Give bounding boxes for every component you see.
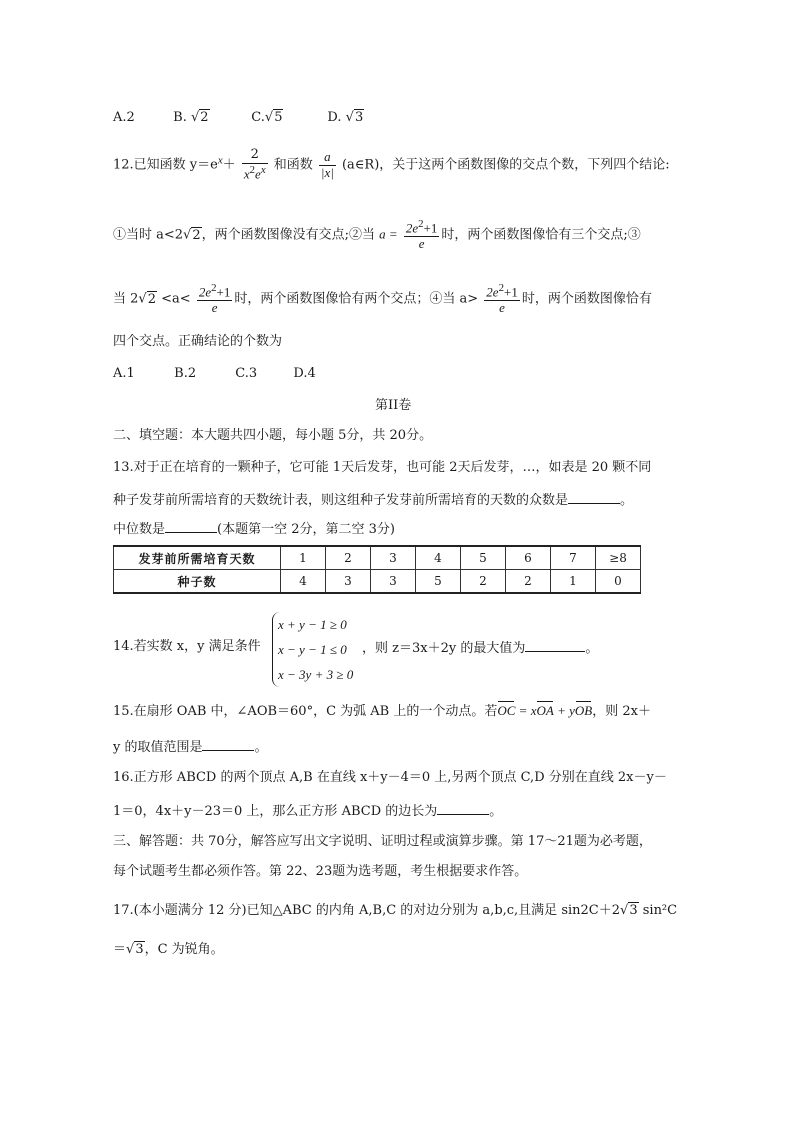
period: 。 (489, 804, 503, 819)
table-cell: 6 (506, 546, 551, 570)
plus-one: +1 (503, 284, 518, 300)
fraction (404, 218, 440, 252)
table-cell: 4 (281, 570, 326, 594)
plus-one: +1 (216, 284, 231, 300)
table-cell: 4 (416, 546, 461, 570)
q11-option-d: D. √3 (327, 110, 364, 125)
den-x: x (243, 166, 250, 182)
table-header-days: 发芽前所需培育天数 (114, 546, 281, 570)
q12-line-4: 四个交点。正确结论的个数为 (113, 334, 283, 349)
text: 时，两个函数图像恰有三个交点;③ (441, 227, 641, 243)
q16-line-2 (113, 802, 502, 820)
answer-blank[interactable] (165, 520, 217, 533)
q12-line-1 (113, 148, 670, 182)
q12-option-d: D.4 (293, 366, 316, 381)
numerator: 2 (242, 148, 268, 164)
q11-option-b: B. √2 (173, 110, 209, 125)
table-cell: 2 (506, 570, 551, 594)
table-cell: 3 (371, 570, 416, 594)
den-e-exp: x (260, 163, 266, 176)
and-function: 和函数 (273, 157, 313, 173)
table-cell: 0 (596, 570, 641, 594)
table-cell: 5 (461, 546, 506, 570)
answer-blank[interactable] (525, 639, 585, 652)
table-cell: 5 (416, 570, 461, 594)
text: 17.(本小题满分 12 分)已知△ABC 的内角 A,B,C 的对边分别为 a,b,c,且满足 sin2C＋2 (113, 903, 621, 918)
fraction (484, 282, 520, 316)
numerator: a (319, 150, 336, 166)
den: e (499, 300, 505, 316)
q13-line-1: 13.对于正在培育的一颗种子，它可能 1天后发芽，也可能 2天后发芽，…，如表是 20 颗不同 (113, 460, 652, 475)
exponent: x (217, 154, 223, 167)
q12-option-c: C.3 (235, 366, 258, 381)
q14-suffix (362, 639, 598, 657)
q14-prefix: 14.若实数 x，y 满足条件 (113, 639, 261, 654)
section-2-title: 第II卷 (375, 398, 412, 413)
exp: 2 (498, 282, 504, 294)
inequality-2: x − y − 1 ≤ 0 (278, 642, 347, 657)
section-3-line-2: 每个试题考生都必须作答。第 22、23题为选考题，考生根据要求作答。 (113, 864, 528, 879)
exp: 2 (418, 218, 424, 230)
num: 2e (198, 284, 212, 300)
den-exp: 2 (249, 163, 256, 176)
q11-option-a: A.2 (113, 110, 135, 125)
den: e (418, 236, 425, 252)
text: ，C 为锐角。 (144, 942, 224, 957)
q12-option-a: A.1 (113, 366, 135, 381)
text: y 的取值范围是 (113, 740, 203, 755)
a-equals: a = (379, 226, 398, 242)
eq: = x (515, 703, 537, 718)
text: 时，两个函数图像恰有 (521, 291, 652, 307)
exp: 2 (211, 282, 217, 294)
text: ＝ (113, 942, 127, 957)
table-cell: 3 (326, 570, 371, 594)
vector-ob: OB (574, 703, 593, 718)
section-3-line-1: 三、解答题：共 70分，解答应写出文字说明、证明过程或演算步骤。第 17～21题为必考题， (113, 834, 652, 849)
inequality-1: x + y − 1 ≥ 0 (278, 617, 347, 632)
text: 中位数是 (113, 522, 166, 537)
text: 当 2 (113, 291, 139, 307)
table-cell: 1 (551, 570, 596, 594)
text: ，则 z＝3x＋2y 的最大值为 (362, 641, 526, 656)
radicand: 3 (135, 942, 144, 957)
text: 15.在扇形 OAB 中，∠AOB＝60°，C 为弧 AB 上的一个动点。若 (113, 704, 498, 719)
q16-line-1: 16.正方形 ABCD 的两个顶点 A,B 在直线 x＋y－4＝0 上,另两个顶点 C,D 分别在直线 2x－y－ (113, 770, 667, 785)
inequality-system (272, 612, 353, 687)
q13-line-3 (113, 520, 395, 538)
answer-blank[interactable] (568, 491, 620, 504)
seed-germination-table (113, 545, 641, 594)
text: 种子发芽前所需培育的天数统计表，则这组种子发芽前所需培育的天数的众数是 (113, 493, 569, 508)
den-e: e (255, 166, 261, 182)
q12-fraction-2 (319, 150, 336, 181)
den: e (211, 300, 218, 316)
answer-blank[interactable] (437, 802, 489, 815)
section-2-heading: 二、填空题：本大题共四小题，每小题 5分，共 20分。 (113, 428, 433, 443)
vector-oc: OC (497, 703, 516, 718)
period: 。 (254, 740, 268, 755)
text: ，则 2x＋ (592, 704, 651, 719)
table-cell: 7 (551, 546, 596, 570)
period: 。 (620, 493, 634, 508)
q17-line-2 (113, 942, 224, 958)
q12-options (113, 366, 316, 382)
table-header-seeds: 种子数 (114, 570, 281, 594)
table-cell: 2 (461, 570, 506, 594)
num: 2e (486, 284, 499, 300)
table-cell: 2 (326, 546, 371, 570)
text: <a< (161, 291, 191, 307)
q17-line-1 (113, 903, 677, 919)
q13-line-2 (113, 491, 633, 509)
text: (本题第一空 2分，第二空 3分) (217, 522, 395, 537)
text: ①当时 a<2 (113, 227, 184, 243)
text: sin²C (642, 903, 678, 918)
q11-options (113, 110, 364, 126)
radicand: 2 (192, 227, 201, 243)
table-row (114, 546, 641, 570)
plus-one: +1 (423, 220, 438, 236)
sqrt: √3 (620, 903, 638, 918)
q12-line-2 (113, 218, 641, 252)
q12-text: 12.已知函数 y＝e (113, 157, 218, 173)
q12-option-b: B.2 (174, 366, 197, 381)
inequality-3: x − 3y + 3 ≥ 0 (278, 667, 354, 682)
plus: ＋ (222, 157, 236, 173)
table-row (114, 570, 641, 594)
vector-oa: OA (536, 703, 554, 718)
num: 2e (405, 220, 419, 236)
q12-line-3 (113, 282, 652, 316)
q11-option-c: C.√5 (251, 110, 283, 125)
text: ，两个函数图像没有交点;②当 (201, 227, 376, 243)
radicand: 2 (147, 291, 156, 307)
sqrt: √3 (126, 942, 144, 957)
plus-y: + y (553, 703, 575, 718)
denominator: |x| (320, 164, 334, 180)
radicand: 3 (629, 903, 638, 918)
table-cell: ≥8 (596, 546, 641, 570)
text: 1＝0，4x＋y－23＝0 上，那么正方形 ABCD 的边长为 (113, 804, 438, 819)
sqrt: √2 (138, 291, 156, 307)
period: 。 (585, 641, 599, 656)
q15-line-2 (113, 738, 268, 756)
q12-text-2: (a∈R)，关于这两个函数图像的交点个数，下列四个结论: (341, 157, 670, 173)
sqrt: √2 (183, 227, 201, 243)
answer-blank[interactable] (202, 738, 254, 751)
table-cell: 1 (281, 546, 326, 570)
q15-line-1 (113, 703, 651, 720)
text: 时，两个函数图像恰有两个交点；④当 a> (234, 291, 479, 307)
table-cell: 3 (371, 546, 416, 570)
fraction (197, 282, 233, 316)
q12-fraction-1 (242, 148, 268, 182)
